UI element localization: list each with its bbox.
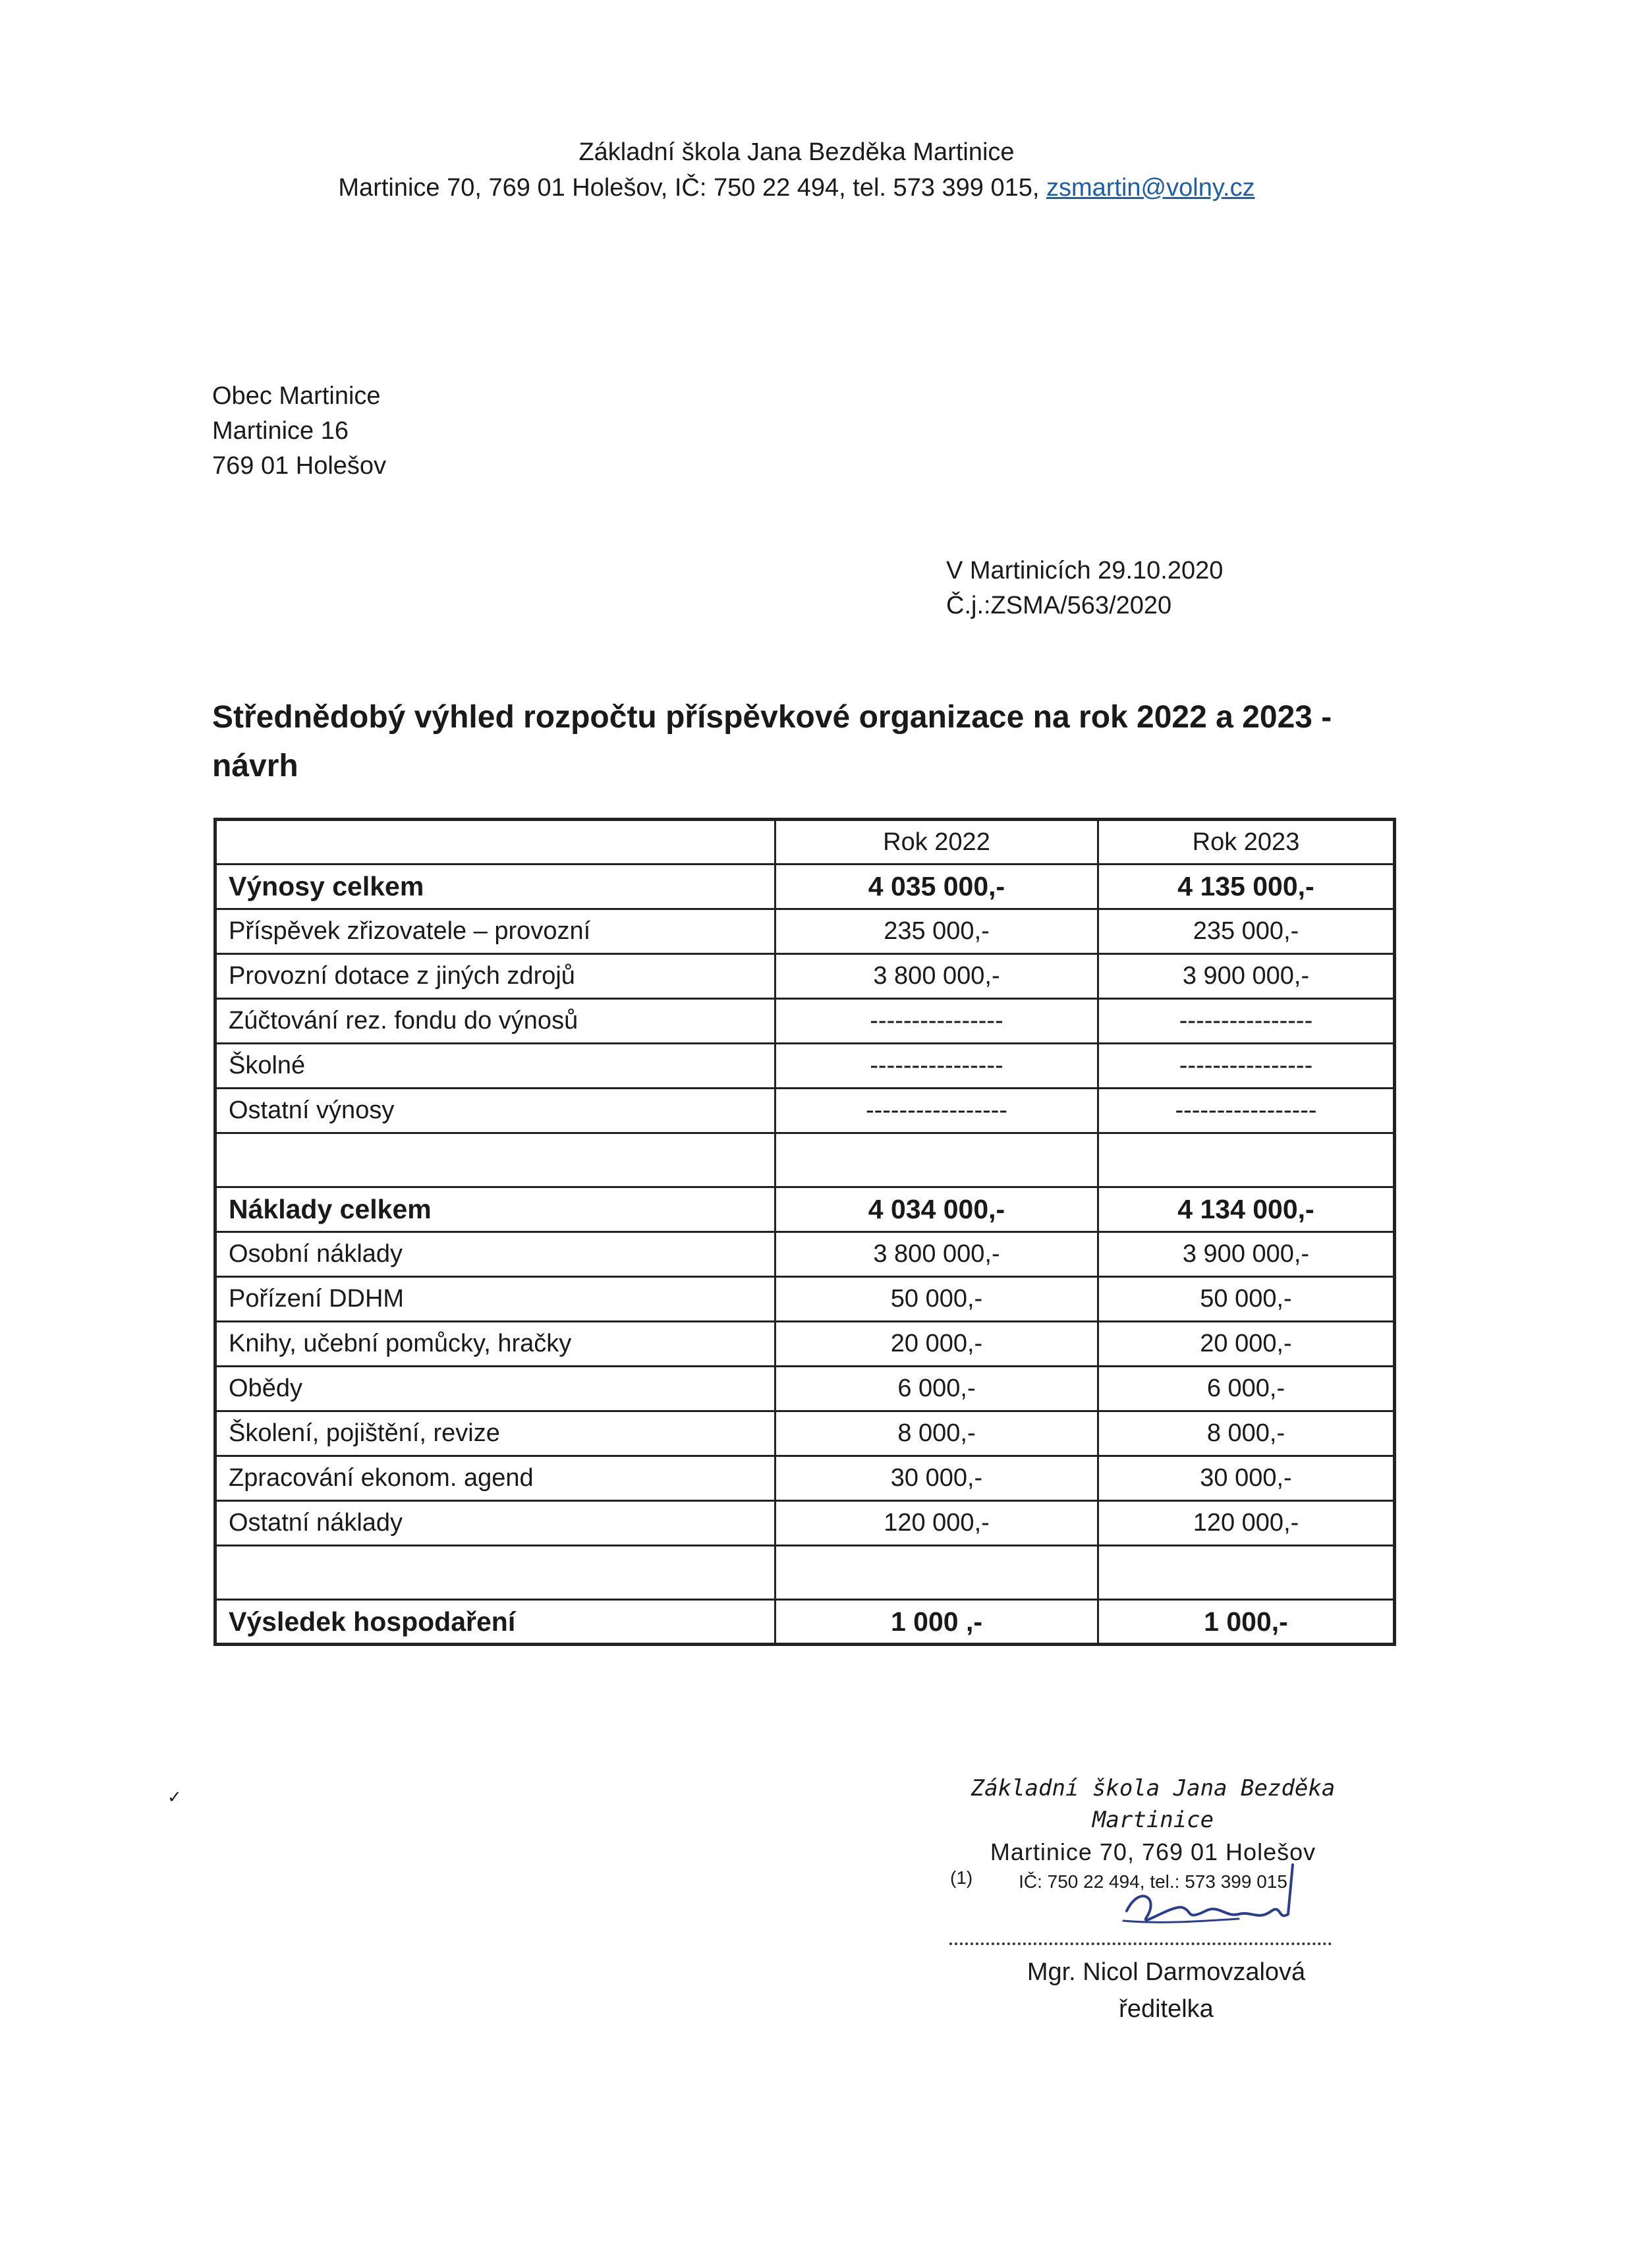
table-row (215, 1411, 1395, 1456)
value-2023: 50 000,- (1098, 1277, 1395, 1322)
row-label: Pořízení DDHM (215, 1277, 775, 1322)
row-label: Ostatní náklady (215, 1501, 775, 1546)
signer-role: ředitelka (1119, 1995, 1214, 2023)
column-header-2023: Rok 2023 (1098, 820, 1395, 865)
signer-name: Mgr. Nicol Darmovzalová (1027, 1958, 1306, 1986)
table-spacer-row (215, 1133, 1395, 1187)
value-2023: ---------------- (1098, 1044, 1395, 1089)
value-2022: 30 000,- (775, 1456, 1098, 1501)
contact-line: Martinice 70, 769 01 Holešov, IČ: 750 22 494, tel. 573 399 015, (338, 174, 1046, 202)
table-row-economic-result (215, 1600, 1395, 1645)
empty-cell (775, 1133, 1098, 1187)
value-2022: 6 000,- (775, 1367, 1098, 1411)
empty-cell (775, 1546, 1098, 1600)
table-row (215, 1322, 1395, 1367)
row-label: Příspěvek zřizovatele – provozní (215, 909, 775, 954)
column-header-2022: Rok 2022 (775, 820, 1098, 865)
stamp-line: Martinice 70, 769 01 Holešov (990, 1838, 1316, 1865)
value-2023: 30 000,- (1098, 1456, 1395, 1501)
value-2022: 120 000,- (775, 1501, 1098, 1546)
value-2023: 3 900 000,- (1098, 954, 1395, 999)
school-contact (0, 170, 1593, 206)
table-row (215, 1367, 1395, 1411)
value-2022: 4 035 000,- (775, 865, 1098, 909)
table-row (215, 1089, 1395, 1133)
row-label: Zpracování ekonom. agend (215, 1456, 775, 1501)
recipient-line: Martinice 16 (212, 417, 349, 445)
value-2022: 3 800 000,- (775, 954, 1098, 999)
value-2022: 1 000 ,- (775, 1600, 1098, 1645)
date-reference (946, 553, 1223, 623)
value-2023: 3 900 000,- (1098, 1232, 1395, 1277)
value-2023: 6 000,- (1098, 1367, 1395, 1411)
recipient-line: Obec Martinice (212, 382, 381, 410)
value-2022: ---------------- (775, 999, 1098, 1044)
value-2022: ----------------- (775, 1089, 1098, 1133)
signer-block (909, 1954, 1423, 2027)
value-2023: 8 000,- (1098, 1411, 1395, 1456)
stamp-line: IČ: 750 22 494, tel.: 573 399 015 (1019, 1871, 1287, 1892)
value-2022: 3 800 000,- (775, 1232, 1098, 1277)
table-row (215, 1277, 1395, 1322)
scan-mark-icon: ✓ (167, 1787, 182, 1807)
table-spacer-row (215, 1546, 1395, 1600)
table-row (215, 954, 1395, 999)
email-link[interactable]: zsmartin@volny.cz (1046, 174, 1255, 202)
value-2022: 235 000,- (775, 909, 1098, 954)
value-2023: 4 134 000,- (1098, 1187, 1395, 1232)
recipient-address (212, 379, 386, 484)
document-title: Střednědobý výhled rozpočtu příspěvkové organizace na rok 2022 a 2023 - návrh (212, 700, 1332, 783)
header-empty-cell (215, 820, 775, 865)
value-2022: 20 000,- (775, 1322, 1098, 1367)
value-2022: ---------------- (775, 1044, 1098, 1089)
reference-number: Č.j.:ZSMA/563/2020 (946, 592, 1172, 619)
empty-cell (215, 1546, 775, 1600)
table-row (215, 909, 1395, 954)
signature-icon (1120, 1858, 1318, 1937)
value-2022: 8 000,- (775, 1411, 1098, 1456)
row-label: Školné (215, 1044, 775, 1089)
value-2023: ---------------- (1098, 999, 1395, 1044)
table-row (215, 1501, 1395, 1546)
value-2023: 235 000,- (1098, 909, 1395, 954)
table-row (215, 999, 1395, 1044)
value-2023: 1 000,- (1098, 1600, 1395, 1645)
row-label: Výnosy celkem (215, 865, 775, 909)
empty-cell (1098, 1133, 1395, 1187)
table-row (215, 1456, 1395, 1501)
row-label: Náklady celkem (215, 1187, 775, 1232)
value-2023: 120 000,- (1098, 1501, 1395, 1546)
row-label: Školení, pojištění, revize (215, 1411, 775, 1456)
value-2023: 20 000,- (1098, 1322, 1395, 1367)
empty-cell (215, 1133, 775, 1187)
row-label: Osobní náklady (215, 1232, 775, 1277)
table-row (215, 1232, 1395, 1277)
row-label: Knihy, učební pomůcky, hračky (215, 1322, 775, 1367)
row-label: Zúčtování rez. fondu do výnosů (215, 999, 775, 1044)
value-2022: 50 000,- (775, 1277, 1098, 1322)
recipient-line: 769 01 Holešov (212, 452, 387, 480)
value-2022: 4 034 000,- (775, 1187, 1098, 1232)
place-date: V Martinicích 29.10.2020 (946, 557, 1224, 584)
table-header-row (215, 820, 1395, 865)
stamp-note: (1) (950, 1867, 973, 1888)
signature-line (949, 1942, 1332, 1945)
table-row (215, 1044, 1395, 1089)
empty-cell (1098, 1546, 1395, 1600)
table-row-total-revenue (215, 865, 1395, 909)
row-label: Ostatní výnosy (215, 1089, 775, 1133)
table-row-total-costs (215, 1187, 1395, 1232)
school-name: Základní škola Jana Bezděka Martinice (578, 138, 1015, 166)
budget-table (213, 818, 1396, 1646)
row-label: Provozní dotace z jiných zdrojů (215, 954, 775, 999)
value-2023: 4 135 000,- (1098, 865, 1395, 909)
row-label: Výsledek hospodaření (215, 1600, 775, 1645)
row-label: Obědy (215, 1367, 775, 1411)
stamp-line: Základní škola Jana Bezděka Martinice (971, 1775, 1336, 1833)
value-2023: ----------------- (1098, 1089, 1395, 1133)
